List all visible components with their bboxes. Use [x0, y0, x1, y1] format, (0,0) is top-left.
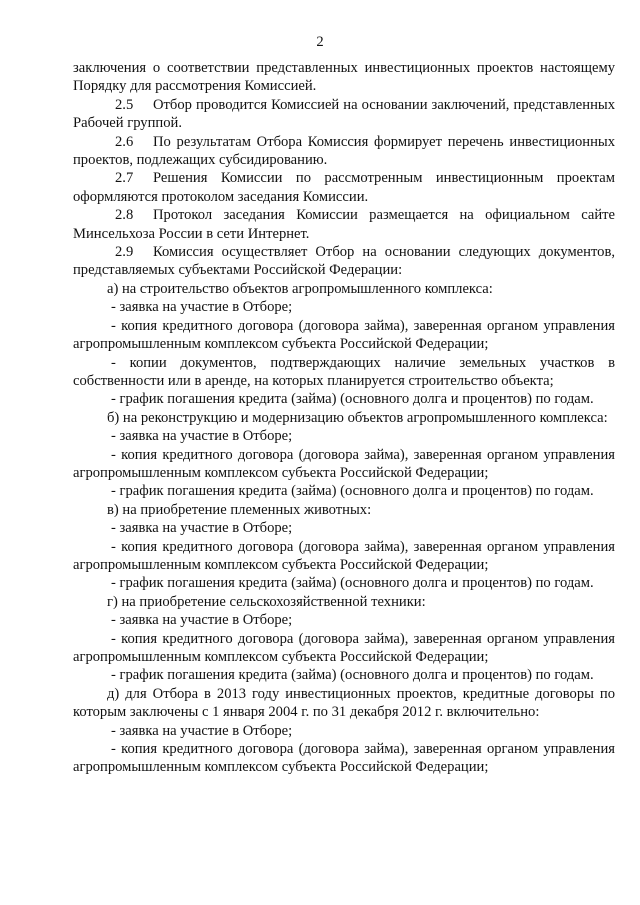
clause-number: 2.8 — [115, 207, 134, 224]
list-item: - график погашения кредита (займа) (основного долга и процентов) по годам. — [111, 483, 594, 500]
clause-text: Протокол заседания Комиссии размещается на официальном сайте Минсельхоза России в сети Интернет. — [73, 207, 615, 242]
clause-text: Отбор проводится Комиссией на основании заключений, представленных Рабочей группой. — [73, 96, 615, 132]
clause-text: Комиссия осуществляет Отбор на основании следующих документов, представляемых субъектами Российской Федерации: — [73, 244, 615, 279]
list-item: - график погашения кредита (займа) (основного долга и процентов) по годам. — [111, 391, 594, 408]
clause-2-7 — [73, 169, 615, 206]
list-heading-v: в) на приобретение племенных животных: — [107, 501, 372, 518]
page-number: 2 — [316, 34, 324, 50]
list-heading-a: а) на строительство объектов агропромышленного комплекса: — [107, 280, 493, 297]
clause-text: Решения Комиссии по рассмотренным инвестиционным проектам оформляются протоколом заседания Комиссии. — [73, 170, 615, 205]
clause-2-5 — [73, 96, 615, 133]
clause-2-9 — [73, 243, 615, 280]
list-heading-b: б) на реконструкцию и модернизацию объектов агропромышленного комплекса: — [107, 409, 608, 426]
list-item: - копии документов, подтверждающих наличие земельных участков в собственности или в аренде, на которых планируется строительство объекта; — [73, 354, 615, 389]
clause-number: 2.9 — [115, 244, 134, 261]
clause-number: 2.6 — [115, 133, 134, 150]
list-item: - график погашения кредита (займа) (основного долга и процентов) по годам. — [111, 667, 594, 684]
paragraph-continuation: заключения о соответствии представленных инвестиционных проектов настоящему Порядку для рассмотрения Комиссией. — [73, 60, 615, 95]
clause-number: 2.7 — [115, 170, 134, 187]
clause-2-6 — [73, 133, 615, 170]
clause-2-8 — [73, 206, 615, 243]
document-body — [73, 59, 615, 777]
list-item: - копия кредитного договора (договора займа), заверенная органом управления агропромышленным комплексом субъекта Российской Федерации; — [73, 630, 615, 665]
list-item: - заявка на участие в Отборе; — [111, 299, 293, 316]
clause-text: По результатам Отбора Комиссия формирует перечень инвестиционных проектов, подлежащих субсидированию. — [73, 133, 615, 169]
list-item: - график погашения кредита (займа) (основного долга и процентов) по годам. — [111, 575, 594, 592]
list-item: - заявка на участие в Отборе; — [111, 722, 293, 739]
clause-number: 2.5 — [115, 96, 134, 113]
list-heading-g: г) на приобретение сельскохозяйственной техники: — [107, 593, 426, 610]
list-item: - заявка на участие в Отборе; — [111, 520, 293, 537]
list-item: - копия кредитного договора (договора займа), заверенная органом управления агропромышленным комплексом субъекта Российской Федерации; — [73, 446, 615, 481]
list-item: - заявка на участие в Отборе; — [111, 428, 293, 445]
list-item: - копия кредитного договора (договора займа), заверенная органом управления агропромышленным комплексом субъекта Российской Федерации; — [73, 538, 615, 573]
list-item: - заявка на участие в Отборе; — [111, 612, 293, 629]
list-heading-d: д) для Отбора в 2013 году инвестиционных проектов, кредитные договоры по которым заключены с 1 января 2004 г. по 31 декабря 2012 г. включительно: — [73, 685, 615, 721]
list-item: - копия кредитного договора (договора займа), заверенная органом управления агропромышленным комплексом субъекта Российской Федерации; — [73, 741, 615, 776]
list-item: - копия кредитного договора (договора займа), заверенная органом управления агропромышленным комплексом субъекта Российской Федерации; — [73, 317, 615, 353]
